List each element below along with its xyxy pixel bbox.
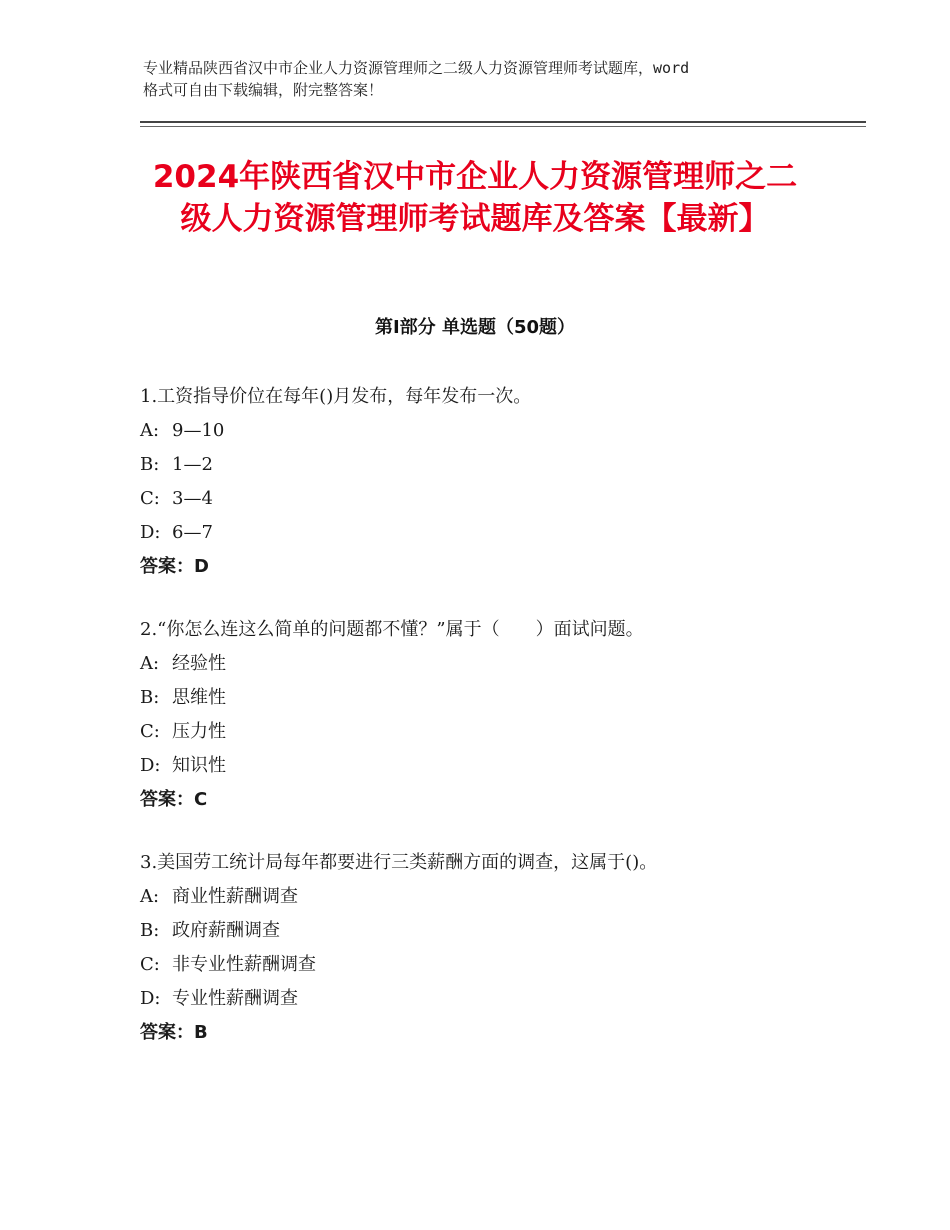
section-title: 第Ⅰ部分 单选题（50题） (374, 317, 575, 338)
option-text: 知识性 (172, 755, 226, 776)
option-d (140, 982, 840, 1016)
option-letter: D: (140, 522, 161, 543)
option-letter: A: (140, 653, 160, 674)
option-text: 政府薪酬调查 (172, 920, 280, 941)
answer-line: 答案：D (140, 556, 209, 577)
option-text: 6—7 (172, 522, 213, 543)
option-a (140, 647, 840, 681)
option-d (140, 516, 840, 550)
option-text: 压力性 (172, 721, 226, 742)
option-letter: C: (140, 721, 160, 742)
option-text: 1—2 (172, 454, 213, 475)
header-note-line-1: 专业精品陕西省汉中市企业人力资源管理师之二级人力资源管理师考试题库，word (143, 59, 690, 77)
option-letter: D: (140, 988, 161, 1009)
option-text: 经验性 (172, 653, 226, 674)
question-text: 3.美国劳工统计局每年都要进行三类薪酬方面的调查，这属于()。 (140, 852, 658, 873)
option-letter: C: (140, 954, 160, 975)
document-title: 2024年陕西省汉中市企业人力资源管理师之二级人力资源管理师考试题库及答案【最新】 (152, 159, 798, 237)
answer-line: 答案：C (140, 789, 208, 810)
header-note (143, 57, 823, 101)
question-item (140, 380, 840, 584)
option-text: 商业性薪酬调查 (172, 886, 298, 907)
header-note-line-2: 格式可自由下载编辑，附完整答案！ (143, 81, 384, 99)
option-text: 3—4 (172, 488, 213, 509)
option-letter: B: (140, 454, 160, 475)
option-b (140, 448, 840, 482)
answer-line: 答案：B (140, 1022, 208, 1043)
question-item (140, 613, 840, 817)
option-letter: C: (140, 488, 160, 509)
option-a (140, 880, 840, 914)
option-letter: A: (140, 420, 160, 441)
question-item (140, 846, 840, 1050)
question-list (140, 380, 840, 1079)
option-d (140, 749, 840, 783)
option-letter: D: (140, 755, 161, 776)
option-b (140, 681, 840, 715)
option-c (140, 948, 840, 982)
option-letter: A: (140, 886, 160, 907)
option-text: 思维性 (172, 687, 226, 708)
option-a (140, 414, 840, 448)
option-c (140, 715, 840, 749)
option-text: 非专业性薪酬调查 (172, 954, 316, 975)
option-c (140, 482, 840, 516)
option-text: 专业性薪酬调查 (172, 988, 298, 1009)
question-text: 1.工资指导价位在每年()月发布，每年发布一次。 (140, 386, 532, 407)
option-letter: B: (140, 920, 160, 941)
question-text: 2.“你怎么连这么简单的问题都不懂？”属于（ ）面试问题。 (140, 619, 644, 640)
header-divider-thin (140, 126, 866, 127)
option-text: 9—10 (172, 420, 225, 441)
header-divider-thick (140, 121, 866, 123)
option-letter: B: (140, 687, 160, 708)
option-b (140, 914, 840, 948)
